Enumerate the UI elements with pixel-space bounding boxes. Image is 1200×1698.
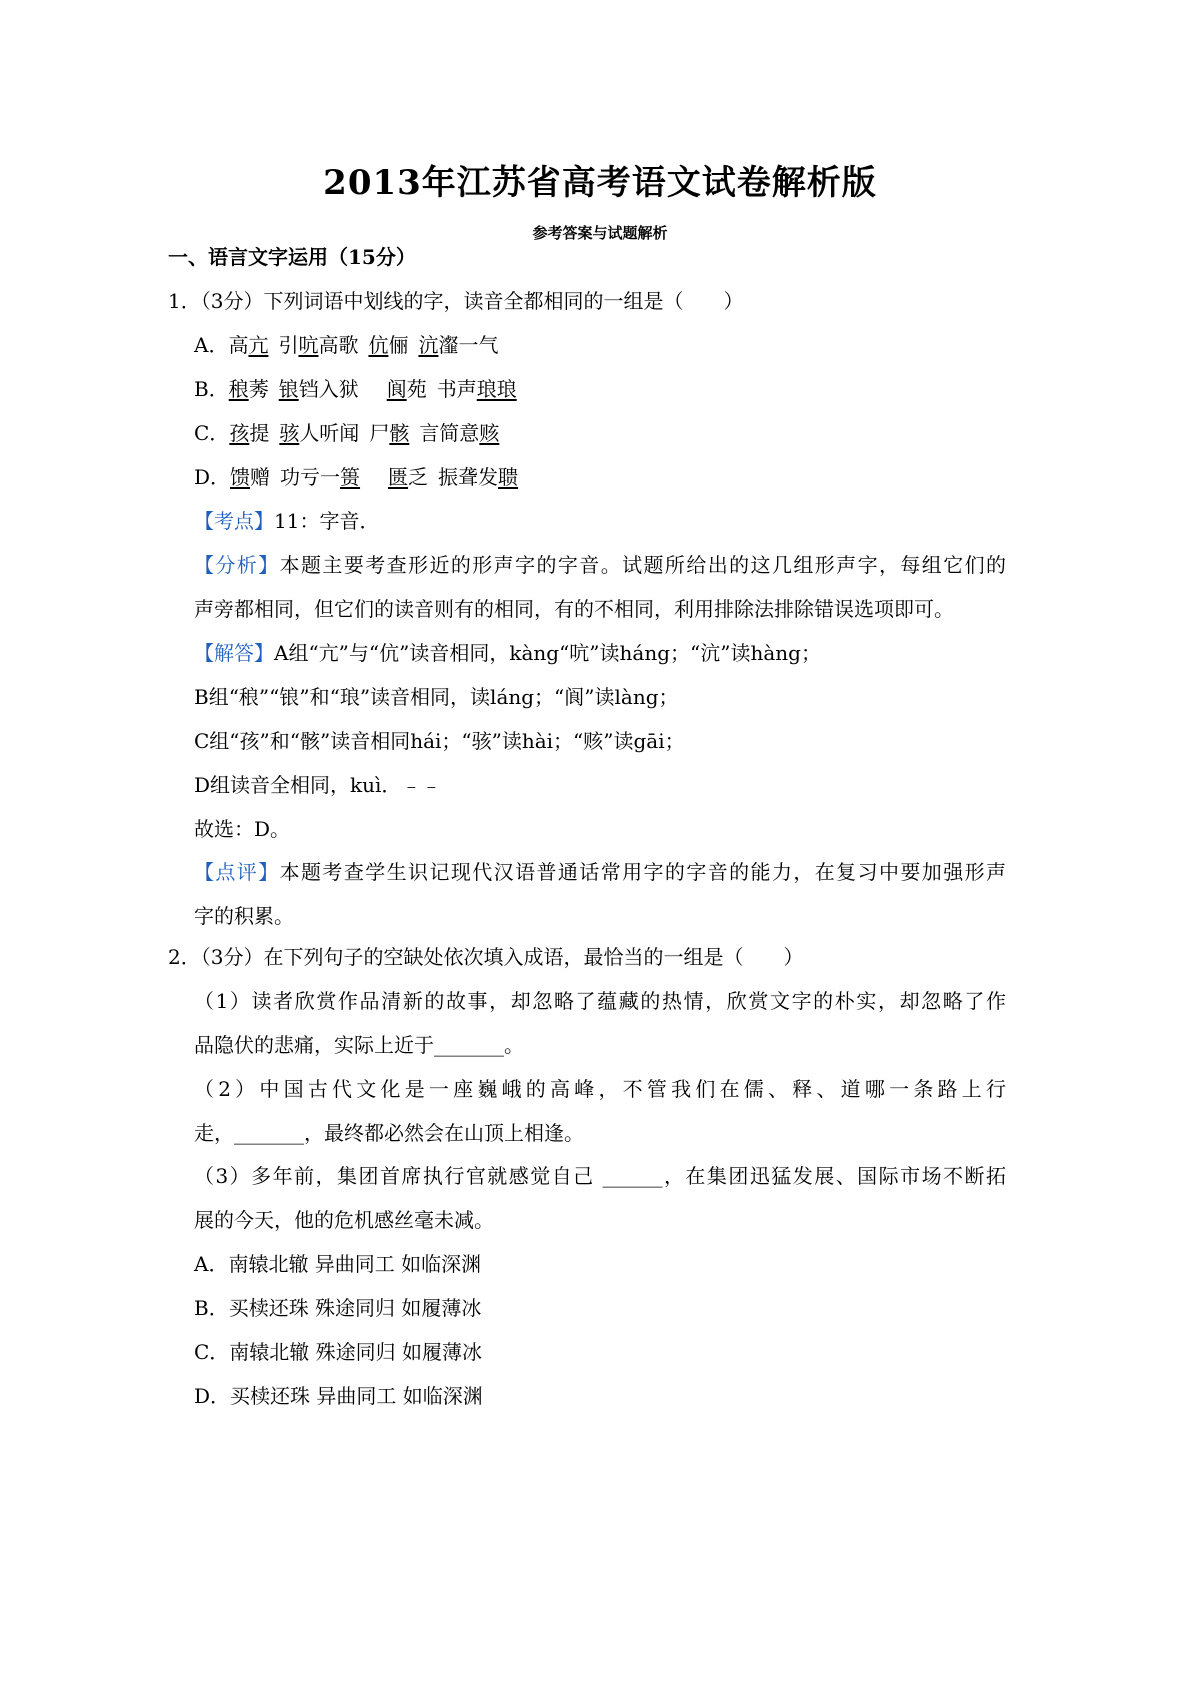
underlined-char: 馈: [230, 465, 251, 489]
word-part: 言简意: [419, 421, 480, 445]
option-label: B．: [194, 377, 229, 401]
underlined-char: 赅: [479, 421, 500, 445]
underlined-char: 阆: [386, 377, 407, 401]
underlined-char: 琅琅: [476, 377, 517, 401]
underlined-char: 稂: [228, 377, 249, 401]
word-part: 功亏一: [280, 465, 341, 489]
underlined-char: 骸: [389, 421, 410, 445]
q2-option-b: B．买椟还珠 殊途同归 如履薄冰: [194, 1296, 482, 1320]
option-label: A．: [194, 333, 229, 357]
underlined-char: 匮: [388, 465, 409, 489]
q1-jieda-line-3: C组“孩”和“骸”读音相同hái；“骇”读hài；“赅”读gāi；: [194, 729, 685, 753]
word-part: 人听闻: [299, 421, 360, 445]
dianping-text: 本题考查学生识记现代汉语普通话常用字的字音的能力，在复习中要加强形声: [279, 860, 1007, 884]
word-part: 高歌: [318, 333, 359, 357]
q2-sentence-1-line-2: 品隐伏的悲痛，实际上近于_______。: [194, 1033, 524, 1057]
q1-option-d: [194, 463, 518, 491]
q1-dianping-line-1: [194, 858, 1006, 886]
underlined-char: 沆: [418, 333, 439, 357]
q1-jieda-line-5: 故选：D。: [194, 817, 291, 841]
q2-sentence-1-line-1: （1）读者欣赏作品清新的故事，却忽略了蕴藏的热情，欣赏文字的朴实，却忽略了作: [194, 989, 1006, 1013]
dianping-tag: 【点评】: [194, 860, 280, 884]
word-part: 瀣一气: [438, 333, 499, 357]
q2-sentence-3-line-1: （3）多年前，集团首席执行官就感觉自己 ______，在集团迅猛发展、国际市场不断拓: [194, 1164, 1006, 1188]
underlined-char: 聩: [498, 465, 519, 489]
word-part: 尸: [369, 421, 390, 445]
kaodian-text: 11：字音．: [274, 509, 380, 533]
q1-kaodian: [194, 507, 379, 535]
q1-option-b: [194, 375, 517, 403]
q1-dianping-line-2: 字的积累。: [194, 904, 294, 928]
q1-fenxi-line-1: [194, 551, 1006, 579]
word-part: 赠: [250, 465, 271, 489]
q2-option-d: D．买椟还珠 异曲同工 如临深渊: [194, 1384, 483, 1408]
underlined-char: 孩: [229, 421, 250, 445]
page-subtitle: 参考答案与试题解析: [532, 224, 668, 242]
underlined-char: 骇: [279, 421, 300, 445]
jieda-tag: 【解答】: [194, 641, 274, 665]
q2-sentence-3-line-2: 展的今天，他的危机感丝毫未减。: [194, 1208, 494, 1232]
underlined-char: 吭: [298, 333, 319, 357]
word-part: 俪: [388, 333, 409, 357]
option-label: D．: [194, 465, 231, 489]
q1-jieda-line-2: B组“稂”“锒”和“琅”读音相同，读láng；“阆”读làng；: [194, 685, 679, 709]
word-part: 苑: [406, 377, 427, 401]
section-heading: 一、语言文字运用（15分）: [168, 245, 416, 269]
question-1-stem: 1．（3分）下列词语中划线的字，读音全都相同的一组是（ ）: [168, 289, 744, 313]
jieda-text: A组“亢”与“伉”读音相同，kàng“吭”读háng；“沆”读hàng；: [274, 641, 821, 665]
word-part: 铛入狱: [298, 377, 359, 401]
page-title: 2013年江苏省高考语文试卷解析版: [323, 163, 877, 203]
q1-jieda-line-1: [194, 639, 821, 667]
kaodian-tag: 【考点】: [194, 509, 274, 533]
q1-option-a: [194, 331, 498, 359]
fenxi-tag: 【分析】: [194, 553, 280, 577]
word-part: 高: [228, 333, 249, 357]
question-2-stem: 2．（3分）在下列句子的空缺处依次填入成语，最恰当的一组是（ ）: [168, 945, 804, 969]
underlined-char: 伉: [368, 333, 389, 357]
q1-option-c: [194, 419, 499, 447]
q2-sentence-2-line-2: 走，_______，最终都必然会在山顶上相逢。: [194, 1121, 584, 1145]
q2-option-a: A．南辕北辙 异曲同工 如临深渊: [194, 1252, 482, 1276]
q1-fenxi-line-2: 声旁都相同，但它们的读音则有的相同，有的不相同，利用排除法排除错误选项即可。: [194, 597, 954, 621]
word-part: 书声: [436, 377, 477, 401]
q2-sentence-2-line-1: （2）中国古代文化是一座巍峨的高峰，不管我们在儒、释、道哪一条路上行: [194, 1077, 1006, 1101]
fenxi-text: 本题主要考查形近的形声字的字音。试题所给出的这几组形声字，每组它们的: [279, 553, 1007, 577]
word-part: 引: [278, 333, 299, 357]
q2-option-c: C．南辕北辙 殊途同归 如履薄冰: [194, 1340, 483, 1364]
underlined-char: 亢: [248, 333, 269, 357]
word-part: 振聋发: [438, 465, 499, 489]
option-label: C．: [194, 421, 230, 445]
word-part: 莠: [248, 377, 269, 401]
q1-jieda-line-4: D组读音全相同，kuì．﹣﹣: [194, 773, 442, 797]
word-part: 提: [249, 421, 270, 445]
word-part: 乏: [408, 465, 429, 489]
underlined-char: 篑: [340, 465, 361, 489]
underlined-char: 锒: [278, 377, 299, 401]
